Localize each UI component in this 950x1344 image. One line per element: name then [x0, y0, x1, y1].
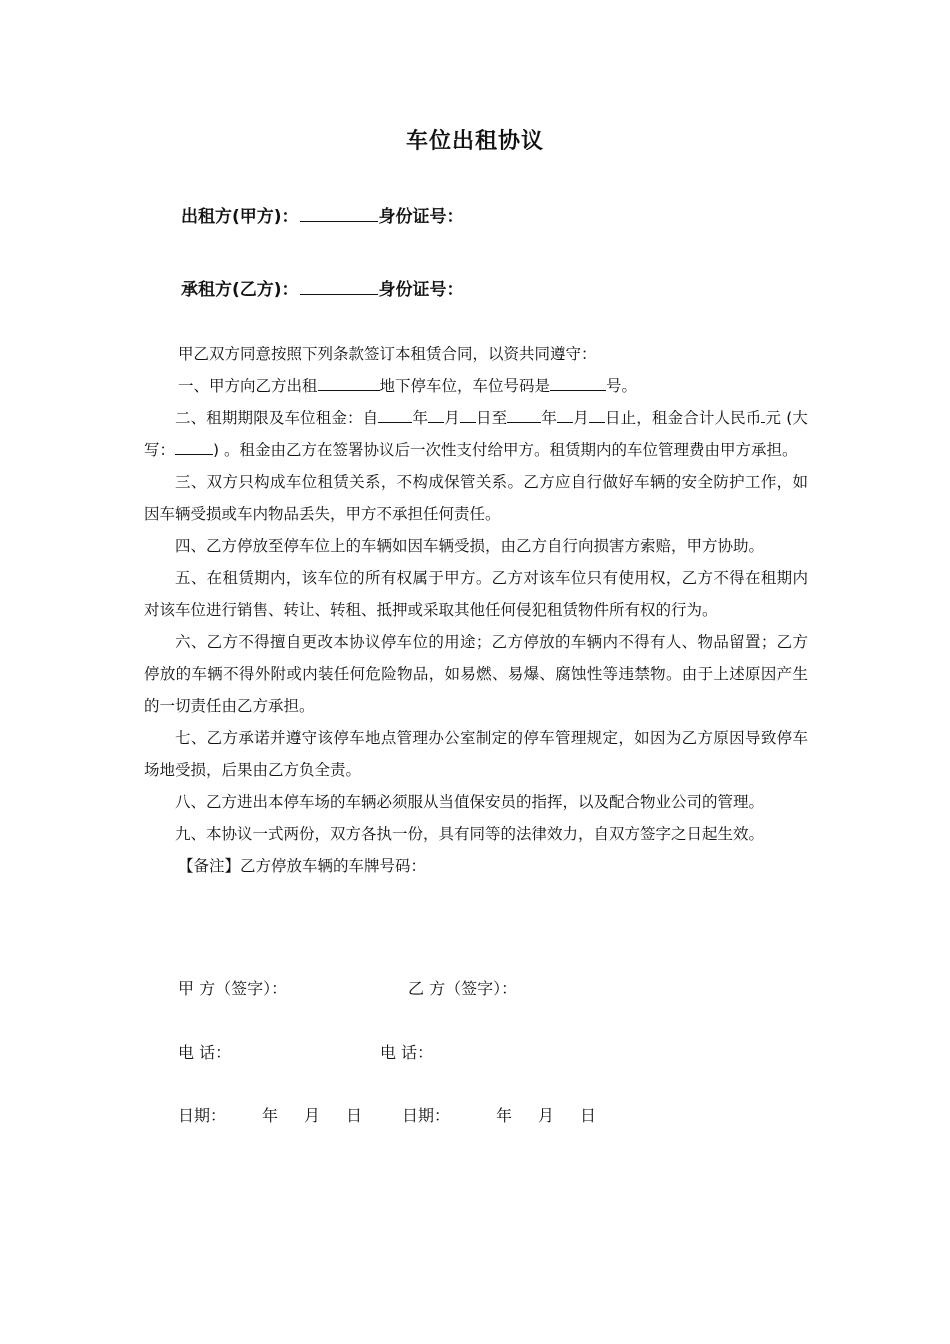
- clause-7: 七、乙方承诺并遵守该停车地点管理办公室制定的停车管理规定，如因为乙方原因导致停车场地受损，后果由乙方负全责。: [144, 729, 808, 779]
- note-plate-number: 【备注】乙方停放车辆的车牌号码：: [178, 857, 427, 875]
- end-day-blank[interactable]: [589, 406, 605, 423]
- clause-8: 八、乙方进出本停车场的车辆必须服从当值保安员的指挥，以及配合物业公司的管理。: [175, 793, 765, 811]
- party-a-signature-label: 甲 方（签字）：: [178, 979, 288, 998]
- party-a-date-label: 日期：: [178, 1106, 227, 1125]
- lessee-label: 承租方(乙方)：: [181, 280, 299, 300]
- clause-3: 三、双方只构成车位租赁关系，不构成保管关系。乙方应自行做好车辆的安全防护工作，如因车辆受损或车内物品丢失，甲方不承担任何责任。: [144, 473, 808, 523]
- clause-2-text-c: ) 。租金由乙方在签署协议后一次性支付给甲方。租赁期内的车位管理费由甲方承担。: [213, 441, 798, 459]
- clause-2-day1: 日至: [475, 409, 508, 427]
- clause-6: 六、乙方不得擅自更改本协议停车位的用途；乙方停放的车辆内不得有人、物品留置；乙方停放的车辆不得外附或内装任何危险物品，如易燃、易爆、腐蚀性等违禁物。由于上述原因产生的一切责任由乙方承担。: [144, 633, 808, 715]
- lessee-line: [181, 275, 464, 300]
- clause-9: 九、本协议一式两份，双方各执一份，具有同等的法律效力，自双方签字之日起生效。: [175, 825, 765, 843]
- clause-2-day2: 日止，租金合计人民币: [604, 409, 762, 427]
- party-b-phone-label: 电 话：: [380, 1043, 434, 1062]
- end-year-blank[interactable]: [507, 406, 541, 423]
- lessee-id-label: 身份证号：: [378, 280, 464, 300]
- clause-2-year2: 年: [541, 409, 558, 427]
- clause-2-month1: 月: [444, 409, 460, 427]
- clause-4: 四、乙方停放至停车位上的车辆如因车辆受损，由乙方自行向损害方索赔，甲方协助。: [175, 537, 765, 555]
- lessor-name-blank[interactable]: [300, 207, 378, 222]
- party-a-phone-label: 电 话：: [178, 1043, 232, 1062]
- party-a-date-month: 月: [304, 1106, 321, 1125]
- party-b-signature-label: 乙 方（签字）：: [408, 979, 518, 998]
- intro-paragraph: 甲乙双方同意按照下列条款签订本租赁合同，以资共同遵守：: [178, 345, 597, 363]
- party-a-date-year: 年: [262, 1106, 279, 1125]
- clause-1: [144, 370, 808, 402]
- lessor-label: 出租方(甲方)：: [181, 207, 299, 227]
- lessor-id-label: 身份证号：: [378, 207, 464, 227]
- clause-2-year1: 年: [412, 409, 429, 427]
- clause-5: 五、在租赁期内，该车位的所有权属于甲方。乙方对该车位只有使用权，乙方不得在租期内对该车位进行销售、转让、转租、抵押或采取其他任何侵犯租赁物件所有权的行为。: [144, 569, 808, 619]
- start-year-blank[interactable]: [378, 406, 412, 423]
- start-month-blank[interactable]: [428, 406, 444, 423]
- clause-2-text-a: 二、租期期限及车位租金：自: [175, 409, 379, 427]
- space-number-blank[interactable]: [550, 374, 606, 391]
- lessee-name-blank[interactable]: [300, 280, 378, 295]
- rent-amount-words-blank[interactable]: [175, 438, 213, 455]
- clause-2-text-b: 元 (大写：: [144, 409, 808, 459]
- party-b-date-day: 日: [580, 1106, 597, 1125]
- clause-2-month2: 月: [573, 409, 589, 427]
- party-a-date-day: 日: [346, 1106, 363, 1125]
- lessor-line: [181, 202, 464, 227]
- party-b-date-year: 年: [496, 1106, 513, 1125]
- contract-body: [144, 338, 808, 882]
- clause-2: [144, 402, 808, 466]
- party-b-date-month: 月: [538, 1106, 555, 1125]
- clause-1-text-b: 地下停车位，车位号码是: [379, 377, 551, 395]
- clause-1-text-a: 一、甲方向乙方出租: [178, 377, 318, 395]
- document-title: 车位出租协议: [405, 129, 544, 154]
- start-day-blank[interactable]: [460, 406, 476, 423]
- parking-location-blank[interactable]: [318, 374, 380, 391]
- clause-1-text-c: 号。: [606, 377, 638, 395]
- party-b-date-label: 日期：: [402, 1106, 451, 1125]
- end-month-blank[interactable]: [557, 406, 573, 423]
